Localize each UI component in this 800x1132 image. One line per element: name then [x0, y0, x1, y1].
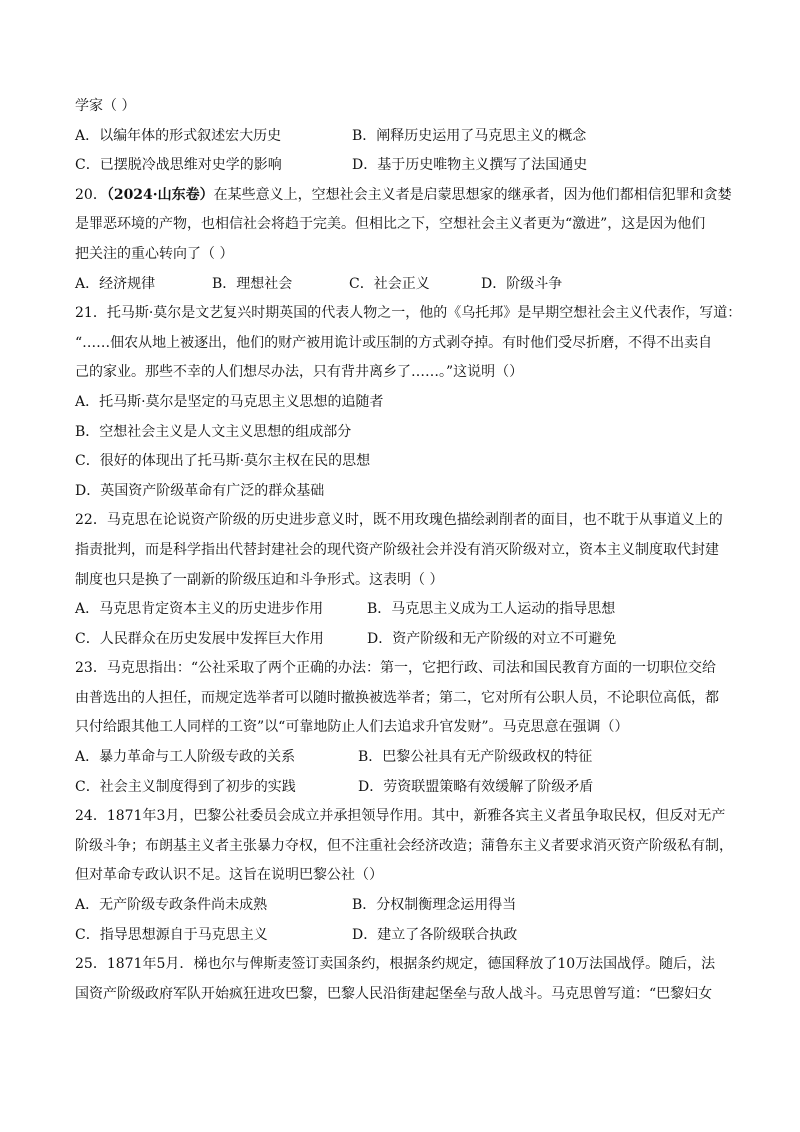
- q24-option-b[interactable]: B．分权制衡理念运用得当: [352, 897, 517, 914]
- q19-options-row-2: [75, 151, 735, 181]
- q22-option-d[interactable]: D．资产阶级和无产阶级的对立不可避免: [367, 630, 617, 647]
- q20-option-d[interactable]: D．阶级斗争: [481, 275, 563, 292]
- q20-stem-line-2: 是罪恶环境的产物，也相信社会将趋于完美。但相比之下，空想社会主义者更为“激进”，这是因为他们: [75, 216, 706, 233]
- q23-option-d[interactable]: D．劳资联盟策略有效缓解了阶级矛盾: [358, 778, 594, 795]
- q23-stem-line-3: 只付给跟其他工人同样的工资”以“可靠地防止人们去追求升官发财”。马克思意在强调（）: [75, 719, 629, 736]
- q21-stem-line-3: 己的家业。那些不幸的人们想尽办法，只有背井离乡了……。”这说明（）: [75, 364, 524, 381]
- q25-stem-line-1: 25．1871年5月．梯也尔与俾斯麦签订卖国条约，根据条约规定，德国释放了10万法国战俘。随后，法: [75, 956, 716, 973]
- q23-option-a[interactable]: A．暴力革命与工人阶级专政的关系: [75, 749, 296, 766]
- q24-option-c[interactable]: C．指导思想源自于马克思主义: [75, 926, 268, 943]
- q24-options-row-1: [75, 891, 735, 921]
- q24-option-a[interactable]: A．无产阶级专政条件尚未成熟: [75, 897, 268, 914]
- q23-option-b[interactable]: B．巴黎公社具有无产阶级政权的特征: [358, 749, 593, 766]
- q22-stem-line-3: 制度也只是换了一副新的阶级压迫和斗争形式。这表明（ ）: [75, 571, 444, 588]
- q19-options-row-1: [75, 122, 735, 152]
- q21-option-a[interactable]: A．托马斯·莫尔是坚定的马克思主义思想的追随者: [75, 393, 384, 410]
- q19-option-c[interactable]: C．已摆脱冷战思维对史学的影响: [75, 157, 282, 174]
- q20-stem-line-1: [75, 181, 735, 211]
- q25-stem-line-2: 国资产阶级政府军队开始疯狂进攻巴黎，巴黎人民沿街建起堡垒与敌人战斗。马克思曾写道：“巴黎妇女: [75, 985, 713, 1002]
- q22-stem-line-2: 指责批判，而是科学指出代替封建社会的现代资产阶级社会并没有消灭阶级对立，资本主义制度取代封建: [75, 541, 719, 558]
- q20-options-row: [75, 270, 735, 300]
- q21-option-b[interactable]: B．空想社会主义是人文主义思想的组成部分: [75, 423, 352, 440]
- q22-option-c[interactable]: C．人民群众在历史发展中发挥巨大作用: [75, 630, 324, 647]
- q20-stem-text-1: 在某些意义上，空想社会主义者是启蒙思想家的继承者，因为他们都相信犯罪和贪婪: [213, 186, 732, 203]
- q23-option-c[interactable]: C．社会主义制度得到了初步的实践: [75, 778, 296, 795]
- q20-stem-line-3: 把关注的重心转向了（ ）: [75, 245, 234, 262]
- q20-option-c[interactable]: C．社会正义: [349, 275, 430, 292]
- q23-stem-line-1: 23．马克思指出：“公社采取了两个正确的办法：第一，它把行政、司法和国民教育方面的一切职位交给: [75, 660, 716, 677]
- q22-options-row-2: [75, 625, 735, 655]
- q24-stem-line-2: 阶级斗争；布朗基主义者主张暴力夺权，但不注重社会经济改造；蒲鲁东主义者要求消灭资产阶级私有制，: [75, 837, 733, 854]
- q24-option-d[interactable]: D．建立了各阶级联合执政: [352, 926, 518, 943]
- q22-options-row-1: [75, 595, 735, 625]
- q21-option-c[interactable]: C．很好的体现出了托马斯·莫尔主权在民的思想: [75, 453, 371, 470]
- q24-options-row-2: [75, 921, 735, 951]
- q21-stem-line-1: 21．托马斯·莫尔是文艺复兴时期英国的代表人物之一，他的《乌托邦》是早期空想社会主义代表作，写道：: [75, 305, 742, 322]
- q20-option-a[interactable]: A．经济规律: [75, 275, 156, 292]
- q20-source: （2024·山东卷）: [106, 186, 214, 203]
- q20-option-b[interactable]: B．理想社会: [212, 275, 293, 292]
- q24-stem-line-3: 但对革命专政认识不足。这旨在说明巴黎公社（）: [75, 867, 383, 884]
- q19-stem-tail: 学家（ ）: [75, 98, 136, 114]
- q22-option-a[interactable]: A．马克思肯定资本主义的历史进步作用: [75, 601, 324, 618]
- q19-option-d[interactable]: D．基于历史唯物主义撰写了法国通史: [352, 157, 588, 174]
- q19-option-b[interactable]: B．阐释历史运用了马克思主义的概念: [352, 127, 587, 144]
- q19-option-a[interactable]: A．以编年体的形式叙述宏大历史: [75, 127, 282, 144]
- q21-option-d[interactable]: D．英国资产阶级革命有广泛的群众基础: [75, 482, 325, 499]
- page-content: [75, 92, 742, 1009]
- q23-options-row-1: [75, 743, 735, 773]
- q20-number: 20．: [75, 186, 107, 203]
- q21-stem-line-2: “……佃农从地上被逐出，他们的财产被用诡计或压制的方式剥夺掉。有时他们受尽折磨，不得不出卖自: [75, 334, 713, 351]
- q23-options-row-2: [75, 773, 735, 803]
- q23-stem-line-2: 由普选出的人担任，而规定选举者可以随时撤换被选举者；第二，它对所有公职人员，不论职位高低，都: [75, 689, 719, 706]
- q22-stem-line-1: 22．马克思在论说资产阶级的历史进步意义时，既不用玫瑰色描绘剥削者的面目，也不耽于从事道义上的: [75, 512, 723, 529]
- q24-stem-line-1: 24．1871年3月，巴黎公社委员会成立并承担领导作用。其中，新雅各宾主义者虽争取民权，但反对无产: [75, 808, 726, 825]
- q22-option-b[interactable]: B．马克思主义成为工人运动的指导思想: [367, 601, 616, 618]
